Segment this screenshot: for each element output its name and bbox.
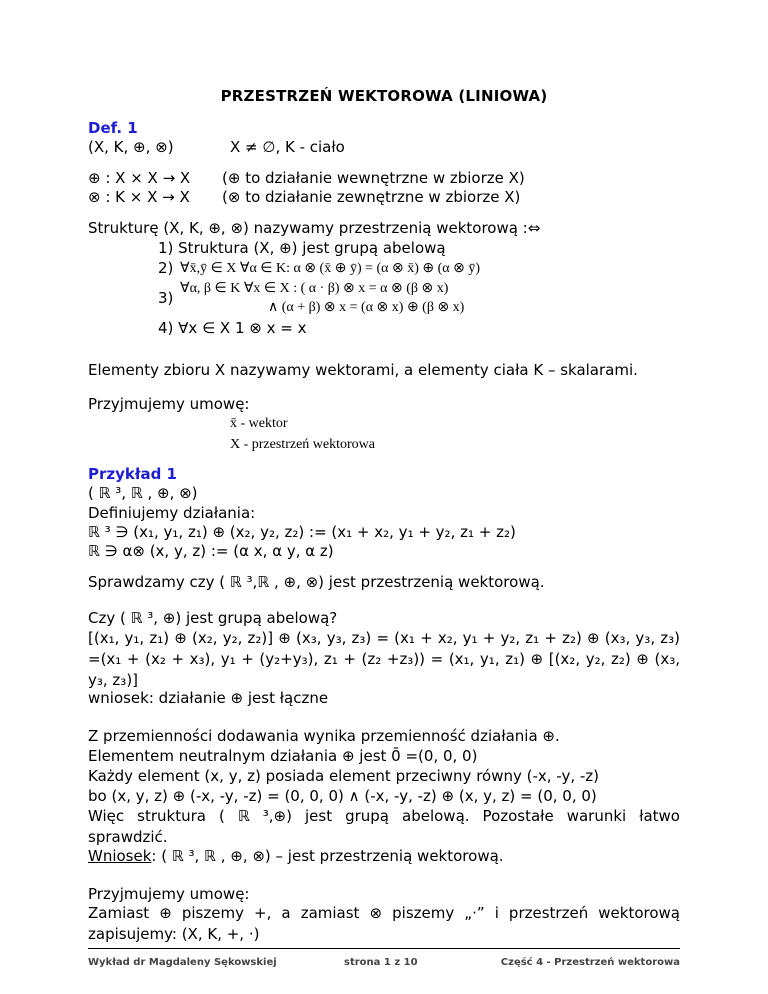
axiom-1: 1) Struktura (X, ⊕) jest grupą abelową — [158, 239, 446, 257]
example1-tuple: ( ℝ ³, ℝ , ⊕, ⊗) — [88, 484, 198, 502]
op1-signature: ⊕ : X × X → X — [88, 169, 191, 187]
example1-op2: ℝ ∋ α⊗ (x, y, z) := (α x, α y, α z) — [88, 542, 334, 560]
example1-question: Czy ( ℝ ³, ⊕) jest grupą abelową? — [88, 609, 338, 627]
op1-description: (⊕ to działanie wewnętrzne w zbiorze X) — [222, 169, 525, 187]
convention-vector: x̄ - wektor — [230, 416, 288, 431]
convention-space: X - przestrzeń wektorowa — [230, 437, 375, 452]
final-label: Wniosek — [88, 847, 152, 865]
example1-check: Sprawdzamy czy ( ℝ ³,ℝ , ⊕, ⊗) jest przestrzenią wektorową. — [88, 573, 545, 591]
def1-condition: X ≠ ∅, K - ciało — [230, 138, 345, 156]
inverse-element-line: Każdy element (x, y, z) posiada element przeciwny równy (-x, -y, -z) — [88, 767, 600, 785]
elements-sentence: Elementy zbioru X nazywamy wektorami, a elementy ciała K – skalarami. — [88, 361, 638, 379]
commutativity-line: Z przemienności dodawania wynika przemienność działania ⊕. — [88, 727, 560, 745]
final-rest: : ( ℝ ³, ℝ , ⊕, ⊗) – jest przestrzenią wektorową. — [151, 847, 504, 865]
axiom-3-number: 3) — [158, 289, 174, 307]
def1-tuple: (X, K, ⊕, ⊗) — [88, 138, 174, 156]
op2-signature: ⊗ : K × X → X — [88, 188, 190, 206]
page-title: PRZESTRZEŃ WEKTOROWA (LINIOWA) — [220, 87, 548, 105]
convention2-intro: Przyjmujemy umowę: — [88, 885, 250, 903]
example1-op1: ℝ ³ ∋ (x₁, y₁, z₁) ⊕ (x₂, y₂, z₂) := (x₁ + x₂, y₁ + y₂, z₁ + z₂) — [88, 523, 516, 541]
inverse-proof-line: bo (x, y, z) ⊕ (-x, -y, -z) = (0, 0, 0) ∧ (-x, -y, -z) ⊕ (x, y, z) = (0, 0, 0) — [88, 787, 597, 805]
neutral-element-line: Elementem neutralnym działania ⊕ jest 0̄ =(0, 0, 0) — [88, 747, 478, 765]
footer-author: Wykład dr Magdaleny Sękowskiej — [88, 957, 277, 968]
axiom-2-formula: ∀x̄,ȳ ∈ X ∀α ∈ K: α ⊗ (x̄ ⊕ ȳ) = (α ⊗ x̄) ⊕ (α ⊗ ȳ) — [180, 261, 481, 276]
abelian-conclusion: Więc struktura ( ℝ ³,⊕) jest grupą abelową. Pozostałe warunki łatwo sprawdzić. — [88, 807, 680, 846]
axiom-3-formula-b: ∧ (α + β) ⊗ x = (α ⊗ x) ⊕ (β ⊗ x) — [268, 300, 465, 315]
example1-heading: Przykład 1 — [88, 465, 177, 483]
axiom-4: 4) ∀x ∈ X 1 ⊗ x = x — [158, 319, 307, 337]
def1-heading: Def. 1 — [88, 119, 138, 137]
example1-define: Definiujemy działania: — [88, 504, 256, 522]
example1-final — [88, 846, 504, 867]
def1-intro: Strukturę (X, K, ⊕, ⊗) nazywamy przestrzenią wektorową :⇔ — [88, 219, 541, 237]
op2-description: (⊗ to działanie zewnętrzne w zbiorze X) — [222, 188, 521, 206]
footer-page-number: strona 1 z 10 — [344, 957, 418, 968]
convention2-text: Zamiast ⊕ piszemy +, a zamiast ⊗ piszemy „·” i przestrzeń wektorową zapisujemy: (X, K, +, ·) — [88, 904, 680, 943]
axiom-3-formula-a: ∀α, β ∈ K ∀x ∈ X : ( α · β) ⊗ x = α ⊗ (β ⊗ x) — [180, 281, 449, 296]
convention-intro: Przyjmujemy umowę: — [88, 395, 250, 413]
footer-chapter: Część 4 - Przestrzeń wektorowa — [500, 957, 680, 968]
associativity-proof: [(x₁, y₁, z₁) ⊕ (x₂, y₂, z₂)] ⊕ (x₃, y₃, z₃) = (x₁ + x₂, y₁ + y₂, z₁ + z₂) ⊕ (x₃, y₃, z₃) =(x₁ + (x₂ + x₃), y₁ + (y₂+y₃), z₁ + (z₂ +z₃)) = (x₁, y₁, z₁) ⊕ [(x₂, y₂, z₂) ⊕ (x₃, y₃, z₃)] — [88, 629, 680, 689]
associativity-conclusion: wniosek: działanie ⊕ jest łączne — [88, 689, 329, 707]
page-footer — [88, 948, 680, 968]
axiom-2-number: 2) — [158, 259, 174, 277]
